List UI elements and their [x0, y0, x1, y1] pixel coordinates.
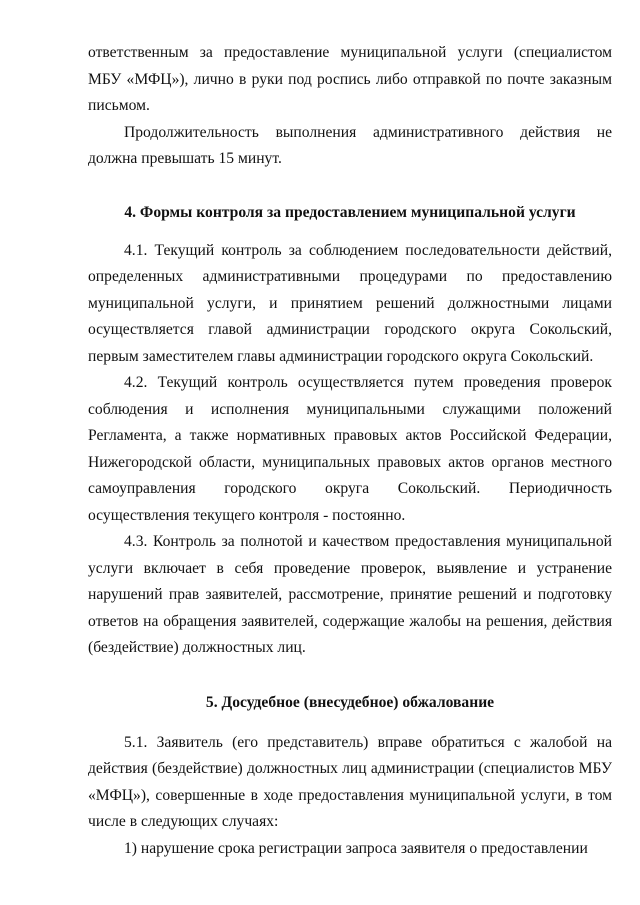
section-4-heading: 4. Формы контроля за предоставлением муниципальной услуги: [124, 203, 576, 221]
paragraph-4-1: 4.1. Текущий контроль за соблюдением последовательности действий, определенных административными процедурами по предоставлению муниципальной услуги, и принятием решений должностными лицами осуществляется главой администрации городского округа Сокольский, первым заместителем главы администрации городского округа Сокольский.: [88, 241, 612, 365]
paragraph-4-3: 4.3. Контроль за полнотой и качеством предоставления муниципальной услуги включает в себя проведение проверок, выявление и устранение нарушений прав заявителей, рассмотрение, принятие решений и подготовку ответов на обращения заявителей, содержащие жалобы на решения, действия (бездействие) должностных лиц.: [88, 533, 612, 656]
paragraph-continuation: ответственным за предоставление муниципальной услуги (специалистом МБУ «МФЦ»), лично в руки под роспись либо отправкой по почте заказным письмом.: [88, 44, 612, 114]
paragraph-5-1: 5.1. Заявитель (его представитель) вправе обратиться с жалобой на действия (бездействие) должностных лиц администрации (специалистов МБУ «МФЦ»), совершенные в ходе предоставления муниципальной услуги, в том числе в следующих случаях:: [88, 733, 612, 830]
paragraph-5-1-item-1: 1) нарушение срока регистрации запроса заявителя о предоставлении: [124, 839, 588, 857]
paragraph-duration: Продолжительность выполнения административного действия не должна превышать 15 минут.: [88, 123, 612, 167]
page-content: [88, 40, 612, 862]
section-5-heading: 5. Досудебное (внесудебное) обжалование: [205, 693, 495, 711]
paragraph-4-2: 4.2. Текущий контроль осуществляется путем проведения проверок соблюдения и исполнения муниципальными служащими положений Регламента, а также нормативных правовых актов Российской Федерации, Нижегородской области, муниципальных правовых актов органов местного самоуправления городского округа Сокольский. Периодичность осуществления текущего контроля - постоянно.: [88, 374, 612, 524]
